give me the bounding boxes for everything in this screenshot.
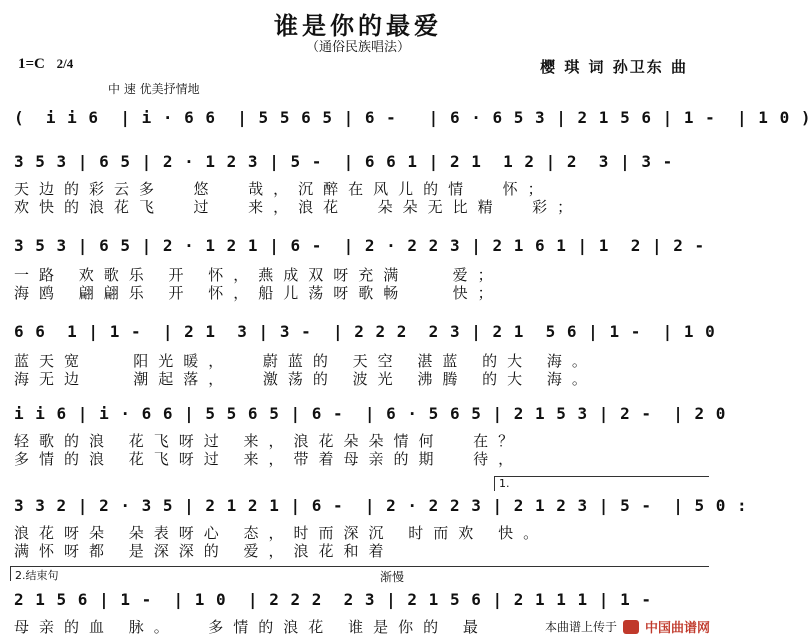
notes-line: ( i i 6 | i · 6 6 | 5 5 6 5 | 6 - | 6 · 6 5 3 | 2 1 5 6 | 1 - | 1 0 ) <box>14 108 811 127</box>
lyrics-block-6 <box>0 616 560 638</box>
lyric-verse-2: 多情的浪 花飞呀过 来，带着母亲的期 待， <box>14 450 524 468</box>
lyric-verse-2: 满怀呀都 是深深的 爱，浪花和着 <box>14 542 394 560</box>
site-logo-icon <box>623 620 639 634</box>
watermark-text: 本曲谱上传于 <box>544 620 617 634</box>
lyric-verse-1: 天边的彩云多 悠 哉，沉醉在风儿的情 怀； <box>14 180 553 198</box>
lyrics-block-1 <box>0 178 716 218</box>
credits: 樱 琪 词 孙卫东 曲 <box>540 58 688 76</box>
lyric-verse-1: 一路 欢歌乐 开 怀，燕成双呀充满 爱； <box>14 266 503 284</box>
lyrics-block-3 <box>0 350 716 390</box>
lyrics-block-2 <box>0 264 716 304</box>
lyric-verse-1: 轻歌的浪 花飞呀过 来，浪花朵朵情何 在？ <box>14 432 524 450</box>
lyric-verse-1: 蓝天宽 阳光暖， 蔚蓝的 天空 湛蓝 的大 海。 <box>14 352 597 370</box>
page-subtitle: （通俗民族唱法） <box>305 40 410 55</box>
notes-line: 3 5 3 | 6 5 | 2 · 1 2 3 | 5 - | 6 6 1 | 2 1 1 2 | 2 3 | 3 - <box>14 152 674 171</box>
notes-line: 3 3 2 | 2 · 3 5 | 2 1 2 1 | 6 - | 2 · 2 2 3 | 2 1 2 3 | 5 - | 5 0 : <box>14 496 748 515</box>
lyrics-block-5 <box>0 522 716 562</box>
lyric-verse-2: 海鸥 翩翩乐 开 怀，船儿荡呀歌畅 快； <box>14 284 503 302</box>
volta-2: 2.结束句 <box>10 566 709 581</box>
site-watermark <box>545 617 710 636</box>
key-label: 1=C <box>18 56 45 72</box>
key-signature <box>18 56 73 73</box>
notes-line: 6 6 1 | 1 - | 2 1 3 | 3 - | 2 2 2 2 3 | 2 1 5 6 | 1 - | 1 0 <box>14 322 716 341</box>
tempo-marking: 中 速 优美抒情地 <box>108 82 200 96</box>
watermark-brand: 中国曲谱网 <box>644 621 710 636</box>
lyric-verse-1: 浪花呀朵 朵表呀心 态，时而深沉 时而欢 快。 <box>14 524 549 542</box>
notes-line: i i 6 | i · 6 6 | 5 5 6 5 | 6 - | 6 · 5 6 5 | 2 1 5 3 | 2 - | 2 0 <box>14 404 727 423</box>
lyric-verse-1: 母亲的血 脉。 多情的浪花 谁是你的 最 <box>14 618 488 636</box>
volta-1: 1. <box>494 476 709 491</box>
system-intro <box>0 108 811 152</box>
notes-line: 2 1 5 6 | 1 - | 1 0 | 2 2 2 2 3 | 2 1 5 6 | 2 1 1 1 | 1 - <box>14 590 652 609</box>
lyrics-block-4 <box>0 430 716 470</box>
lyric-verse-2: 海无边 潮起落， 激荡的 波光 沸腾 的大 海。 <box>14 370 597 388</box>
time-signature: 2/4 <box>56 56 74 71</box>
notes-line: 3 5 3 | 6 5 | 2 · 1 2 1 | 6 - | 2 · 2 2 3 | 2 1 6 1 | 1 2 | 2 - <box>14 236 706 255</box>
page-title: 谁是你的最爱 <box>274 12 442 40</box>
ritardando-mark: 渐慢 <box>380 570 405 584</box>
lyric-verse-2: 欢快的浪花飞 过 来，浪花 朵朵无比精 彩； <box>14 198 583 216</box>
